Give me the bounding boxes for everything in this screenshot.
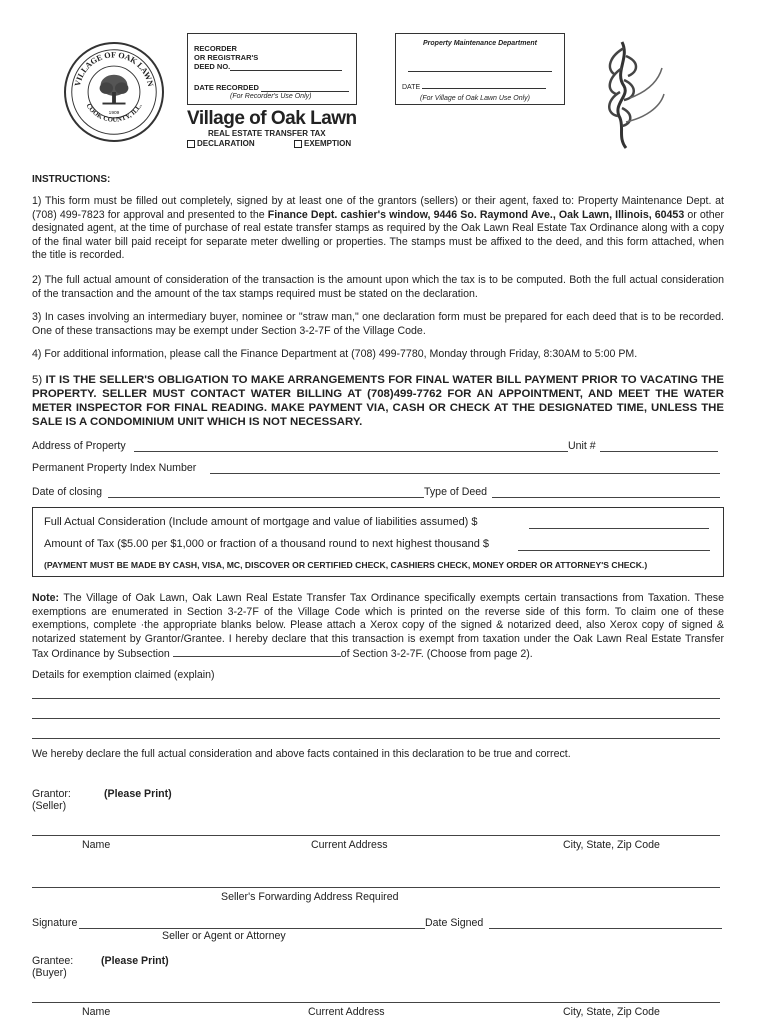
address-label: Address of Property [32,440,126,452]
pin-field[interactable] [210,473,720,474]
address-field[interactable] [134,451,568,452]
declaration-label: DECLARATION [197,139,255,148]
grantee-print-label: (Please Print) [101,955,169,967]
forwarding-address-caption: Seller's Forwarding Address Required [221,891,399,903]
details-line-3[interactable] [32,738,720,739]
recorder-box [187,33,357,105]
instruction-1: 1) This form must be filled out completely, signed by at least one of the grantors (sellers) or their agent, faxed to: Property Maintenance Dept. at (708) 499-7823 for approval and presented to the Finance Dept. cashier's window, 9446 So. Raymond Ave., Oak Lawn, Illinois, 60453 or other designated agent, at the time of purchase of real estate transfer stamps as required by the Oak Lawn Real Estate Tax Ordinance along with a copy of the final water bill paid receipt for separate meter dwelling or properties. The stamps must be affixed to the deed, and this form attached, when the title is recorded. [32,195,725,262]
pin-label: Permanent Property Index Number [32,462,197,474]
oak-leaf-logo [600,38,670,153]
instruction-3: 3) In cases involving an intermediary buyer, nominee or "straw man," one declaration form must be prepared for each deed that is to be recorded. One of these transactions may be exempt under Section 3-2-7F of the Village Code. [32,311,724,337]
closing-label: Date of closing [32,486,103,498]
consideration-box [32,507,724,577]
date-recorded-label: DATE RECORDED [194,83,259,92]
oak-leaf-icon [600,38,670,153]
details-line-1[interactable] [32,698,720,699]
declaration-statement: We hereby declare the full actual consideration and above facts contained in this declaration to be true and correct. [32,748,571,760]
pm-date-field[interactable] [422,88,546,89]
recorder-label: RECORDER [194,44,237,53]
seal-year: 1909 [108,111,120,117]
grantor-print-label: (Please Print) [104,788,172,800]
grantee-buyer-label: (Buyer) [32,967,67,979]
pm-date-label: DATE [402,84,421,91]
deed-no-label: DEED NO. [194,62,231,71]
instruction-4: 4) For additional information, please call the Finance Department at (708) 499-7780, Monday through Friday, 8:30AM to 5:00 PM. [32,348,638,360]
grantor-name-caption: Name [82,839,111,851]
exemption-checkbox-group[interactable] [294,139,351,148]
forwarding-address-field[interactable] [32,887,720,888]
details-line-2[interactable] [32,718,720,719]
tax-amount-field[interactable] [518,550,710,551]
instructions-heading: INSTRUCTIONS: [32,174,111,185]
pm-approval-field[interactable] [408,71,552,72]
grantor-city-caption: City, State, Zip Code [563,839,660,851]
pm-department-title: Property Maintenance Department [423,40,537,47]
deed-no-field[interactable] [230,70,342,71]
subsection-field[interactable] [173,646,341,657]
declaration-checkbox-group[interactable] [187,139,255,148]
recorder-use-note: (For Recorder's Use Only) [230,93,312,100]
tax-amount-label: Amount of Tax ($5.00 per $1,000 or fraction of a thousand round to next highest thousand $ [44,538,489,550]
grantor-seller-label: (Seller) [32,800,67,812]
grantor-address-caption: Current Address [311,839,388,851]
grantee-name-address-field[interactable] [32,1002,720,1003]
transfer-tax-title: REAL ESTATE TRANSFER TAX [208,129,326,138]
grantor-label: Grantor: [32,788,71,800]
signature-caption: Seller or Agent or Attorney [162,930,286,942]
deed-type-label: Type of Deed [424,486,488,498]
declaration-checkbox[interactable] [187,140,195,148]
grantee-address-caption: Current Address [308,1006,385,1018]
registrar-label: OR REGISTRAR'S [194,53,259,62]
full-consideration-label: Full Actual Consideration (Include amount of mortgage and value of liabilities assumed) $ [44,516,478,528]
village-seal [64,42,164,142]
signature-field[interactable] [79,928,425,929]
date-signed-field[interactable] [489,928,722,929]
seal-graphic [66,44,162,140]
grantee-label: Grantee: [32,955,74,967]
pm-use-note: (For Village of Oak Lawn Use Only) [420,95,530,102]
unit-label: Unit # [568,440,596,452]
closing-date-field[interactable] [108,497,424,498]
property-maintenance-box [395,33,565,105]
grantee-city-caption: City, State, Zip Code [563,1006,660,1018]
exemption-label: EXEMPTION [304,139,352,148]
instruction-5: 5) IT IS THE SELLER'S OBLIGATION TO MAKE ARRANGEMENTS FOR FINAL WATER BILL PAYMENT PRIOR TO VACATING THE PROPERTY. SELLER MUST CONTACT WATER BILLING AT (708)499-7762 FOR AN APPOINTMENT, AND MEET THE WATER METER INSPECTOR FOR FINAL READING. MAKE PAYMENT VIA, CASH OR CHECK AT THE DESIGNATED TIME, UNLESS THE SALE IS A CONDOMINIUM UNIT WHICH IS NOT NECESSARY. [32,374,724,428]
seal-bottom-text: COOK COUNTY, ILL. [84,102,144,124]
unit-field[interactable] [600,451,718,452]
exemption-checkbox[interactable] [294,140,302,148]
signature-label: Signature [32,917,78,929]
exemption-note: Note: The Village of Oak Lawn, Oak Lawn Real Estate Transfer Tax Ordinance specifically exempts certain transactions from Taxation. These exemptions are enumerated in Section 3-2-7F of the Village Code which is printed on the reverse side of this form. To claim one of these exemptions, complete ·the appropriate blanks below. Please attach a Xerox copy of the signed & notarized deed, also Xerox copy of signed & notarized statement by Grantor/Grantee. I hereby declare that this transaction is exempt from taxation under the Oak Lawn Real Estate Transfer Tax Ordinance by Subsection of Section 3-2-7F. (Choose from page 2). [32,592,724,661]
village-title: Village of Oak Lawn [187,108,357,129]
seal-top-text: VILLAGE OF OAK LAWN [72,50,156,88]
full-consideration-field[interactable] [529,528,709,529]
grantee-name-caption: Name [82,1006,111,1018]
deed-type-field[interactable] [492,497,720,498]
date-signed-label: Date Signed [425,917,484,929]
grantor-name-address-field[interactable] [32,835,720,836]
instruction-2: 2) The full actual amount of consideration of the transaction is the amount upon which the tax is to be computed. Both the full actual consideration of the transaction and the amount of the tax stamps required must be stated on the declaration. [32,274,724,300]
payment-methods-note: (PAYMENT MUST BE MADE BY CASH, VISA, MC, DISCOVER OR CERTIFIED CHECK, CASHIERS CHECK, MONEY ORDER OR ATTORNEY'S CHECK.) [44,560,648,570]
details-label: Details for exemption claimed (explain) [32,669,215,681]
